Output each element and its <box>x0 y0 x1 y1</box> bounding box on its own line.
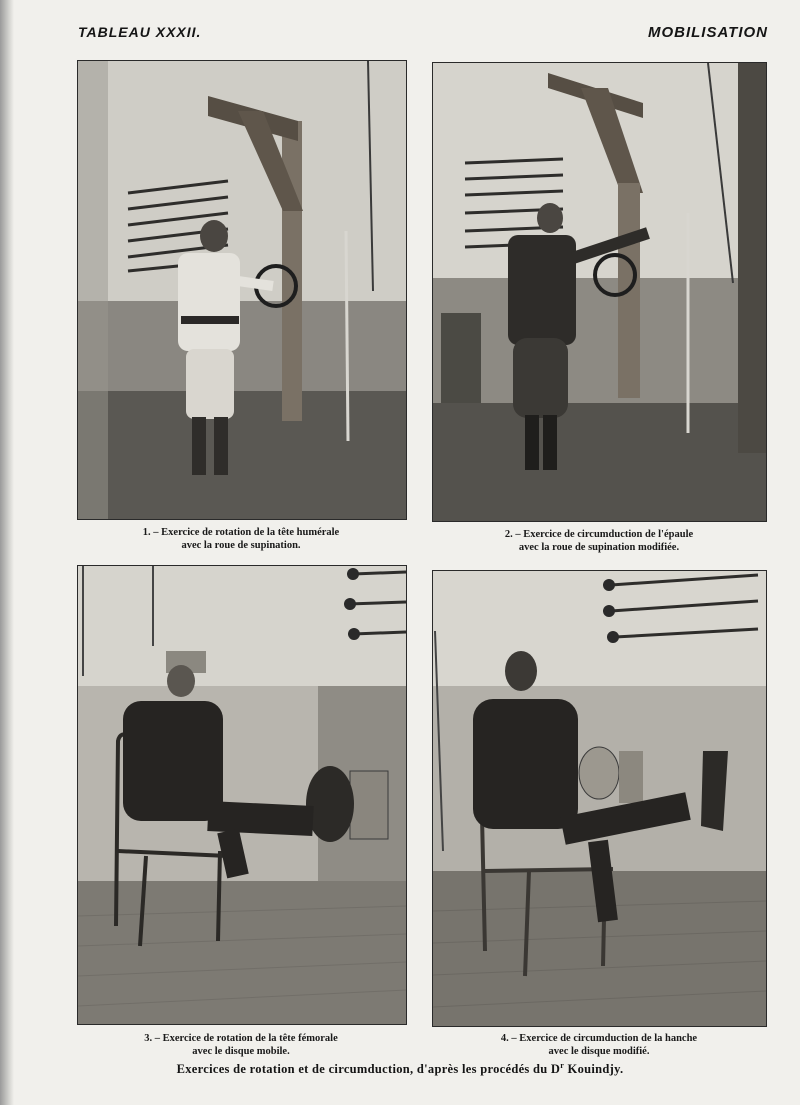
photo-2-shoulder-circumduction <box>432 62 767 522</box>
plate-caption-text: Exercices de rotation et de circumduction, d'après les procédés du D <box>176 1062 561 1077</box>
caption-4-line2: avec le disque modifié. <box>548 1046 650 1057</box>
caption-1 <box>71 526 411 552</box>
caption-3-line1: 3. – Exercice de rotation de la tête fémorale <box>144 1033 338 1044</box>
photo-4-hip-circumduction <box>432 570 767 1027</box>
caption-1-line2: avec la roue de supination. <box>181 540 301 551</box>
caption-3 <box>71 1032 411 1058</box>
section-title: MOBILISATION <box>647 24 768 41</box>
photo-1-humeral-rotation <box>77 60 407 520</box>
plate-caption-sup: r <box>560 1061 565 1070</box>
caption-2-line2: avec la roue de supination modifiée. <box>518 542 680 553</box>
caption-4-line1: 4. – Exercice de circumduction de la hanche <box>500 1033 698 1044</box>
caption-3-line2: avec le disque mobile. <box>192 1046 290 1057</box>
plate-number: TABLEAU XXXII. <box>78 24 202 40</box>
caption-1-line1: 1. – Exercice de rotation de la tête humérale <box>142 527 340 538</box>
page-binding-edge <box>0 0 14 1105</box>
photo-3-femoral-rotation <box>77 565 407 1025</box>
plate-caption <box>0 1061 800 1077</box>
caption-2 <box>429 528 769 554</box>
caption-2-line1: 2. – Exercice de circumduction de l'épaule <box>504 529 694 540</box>
plate-caption-name: Kouindjy. <box>564 1062 624 1077</box>
caption-4 <box>429 1032 769 1058</box>
